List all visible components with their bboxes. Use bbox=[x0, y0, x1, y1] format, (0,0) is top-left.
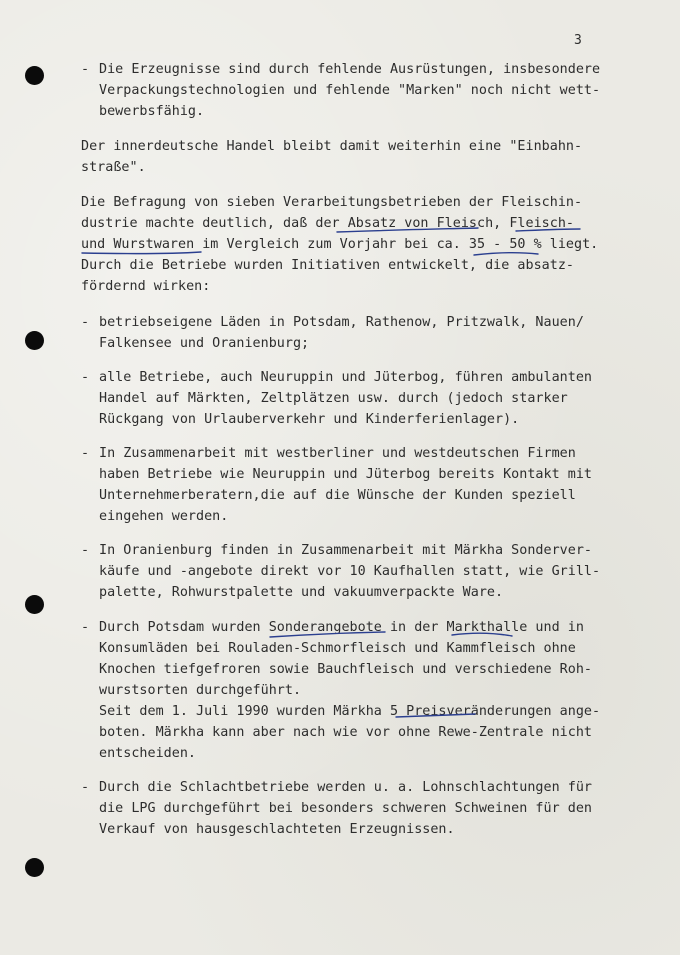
punch-hole bbox=[25, 331, 44, 350]
bullet-line: palette, Rohwurstpalette und vakuumverpackte Ware. bbox=[99, 585, 504, 600]
bullet-line: Seit dem 1. Juli 1990 wurden Märkha 5 Preisveränderungen ange- bbox=[99, 704, 601, 719]
punch-hole bbox=[25, 858, 44, 877]
paragraph-line: fördernd wirken: bbox=[81, 279, 211, 294]
paragraph-line: und Wurstwaren im Vergleich zum Vorjahr bei ca. 35 - 50 % liegt. bbox=[81, 237, 599, 252]
bullet-line: alle Betriebe, auch Neuruppin und Jüterbog, führen ambulanten bbox=[99, 370, 592, 385]
bullet-marker: - bbox=[81, 620, 90, 635]
paragraph-line: Die Befragung von sieben Verarbeitungsbetrieben der Fleischin- bbox=[81, 195, 583, 210]
bullet-marker: - bbox=[81, 543, 90, 558]
bullet-line: Falkensee und Oranienburg; bbox=[99, 336, 310, 351]
paragraph-line: straße". bbox=[81, 160, 146, 175]
bullet-line: Die Erzeugnisse sind durch fehlende Ausrüstungen, insbesondere bbox=[99, 62, 601, 77]
bullet-line: wurstsorten durchgeführt. bbox=[99, 683, 302, 698]
bullet-marker: - bbox=[81, 780, 90, 795]
punch-hole bbox=[25, 595, 44, 614]
bullet-line: Knochen tiefgefroren sowie Bauchfleisch und verschiedene Roh- bbox=[99, 662, 592, 677]
bullet-line: eingehen werden. bbox=[99, 509, 229, 524]
bullet-line: entscheiden. bbox=[99, 746, 196, 761]
bullet-line: haben Betriebe wie Neuruppin und Jüterbog bereits Kontakt mit bbox=[99, 467, 592, 482]
bullet-marker: - bbox=[81, 315, 90, 330]
page-number: 3 bbox=[574, 33, 582, 48]
punch-hole bbox=[25, 66, 44, 85]
bullet-marker: - bbox=[81, 446, 90, 461]
paragraph-line: Der innerdeutsche Handel bleibt damit weiterhin eine "Einbahn- bbox=[81, 139, 583, 154]
bullet-line: Konsumläden bei Rouladen-Schmorfleisch und Kammfleisch ohne bbox=[99, 641, 576, 656]
bullet-line: die LPG durchgeführt bei besonders schweren Schweinen für den bbox=[99, 801, 592, 816]
bullet-line: In Oranienburg finden in Zusammenarbeit mit Märkha Sonderver- bbox=[99, 543, 592, 558]
bullet-line: Handel auf Märkten, Zeltplätzen usw. durch (jedoch starker bbox=[99, 391, 568, 406]
bullet-line: In Zusammenarbeit mit westberliner und westdeutschen Firmen bbox=[99, 446, 576, 461]
bullet-line: Rückgang von Urlauberverkehr und Kinderferienlager). bbox=[99, 412, 520, 427]
bullet-line: Durch die Schlachtbetriebe werden u. a. Lohnschlachtungen für bbox=[99, 780, 592, 795]
bullet-line: boten. Märkha kann aber nach wie vor ohne Rewe-Zentrale nicht bbox=[99, 725, 592, 740]
bullet-line: bewerbsfähig. bbox=[99, 104, 205, 119]
bullet-line: Verpackungstechnologien und fehlende "Marken" noch nicht wett- bbox=[99, 83, 601, 98]
bullet-line: Durch Potsdam wurden Sonderangebote in der Markthalle und in bbox=[99, 620, 584, 635]
bullet-line: Unternehmerberatern,die auf die Wünsche der Kunden speziell bbox=[99, 488, 576, 503]
bullet-line: Verkauf von hausgeschlachteten Erzeugnissen. bbox=[99, 822, 455, 837]
bullet-line: käufe und -angebote direkt vor 10 Kaufhallen statt, wie Grill- bbox=[99, 564, 601, 579]
bullet-marker: - bbox=[81, 370, 90, 385]
bullet-marker: - bbox=[81, 62, 90, 77]
paragraph-line: dustrie machte deutlich, daß der Absatz von Fleisch, Fleisch- bbox=[81, 216, 574, 231]
bullet-line: betriebseigene Läden in Potsdam, Rathenow, Pritzwalk, Nauen/ bbox=[99, 315, 584, 330]
paragraph-line: Durch die Betriebe wurden Initiativen entwickelt, die absatz- bbox=[81, 258, 574, 273]
